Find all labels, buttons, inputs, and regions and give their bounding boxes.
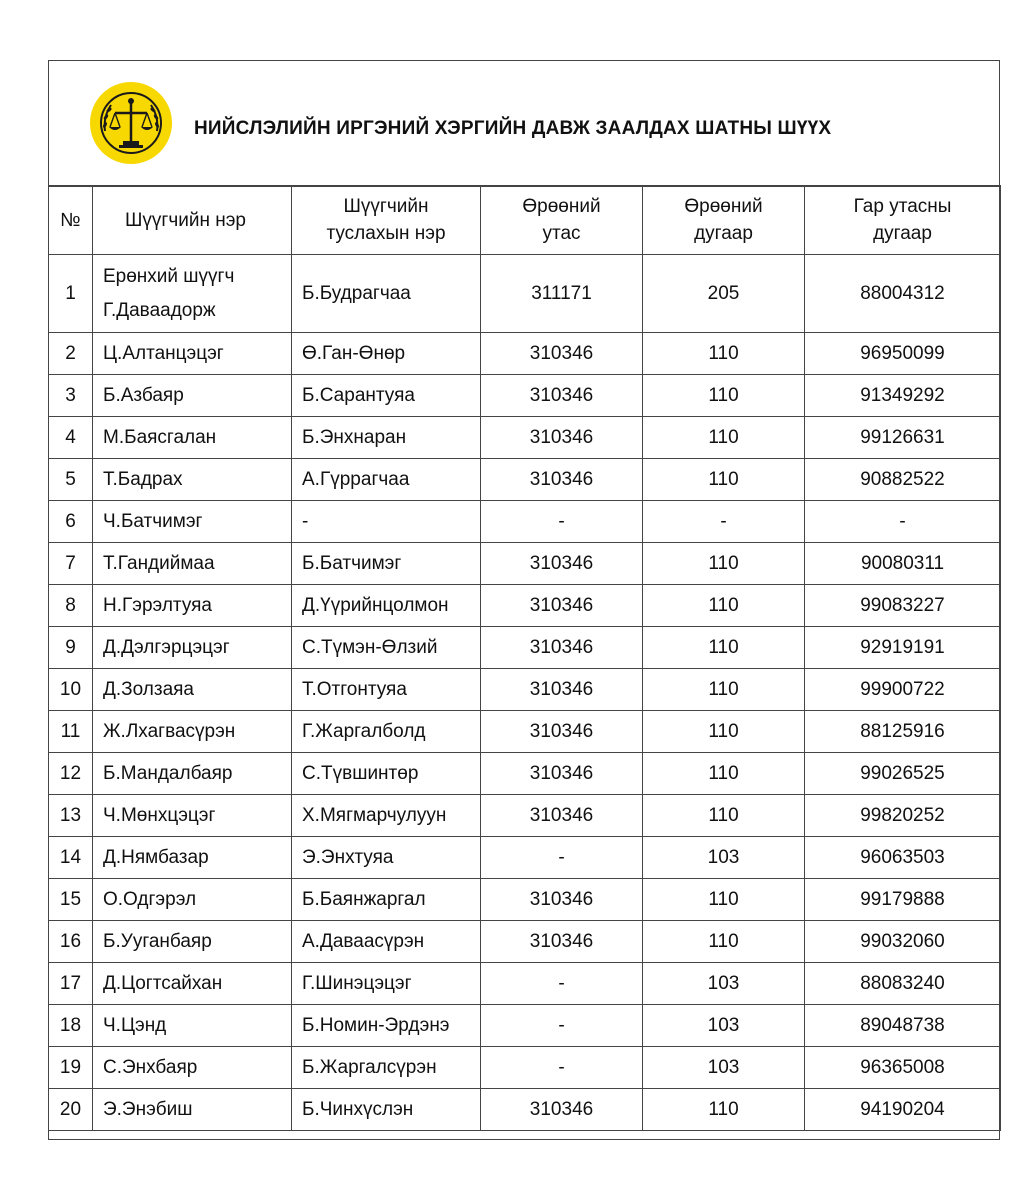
cell-assistant: Б.Баянжаргал: [292, 879, 481, 921]
cell-room-phone: -: [481, 501, 643, 543]
cell-no: 1: [49, 255, 93, 333]
column-header-room-phone: Өрөөний утас: [481, 186, 643, 255]
cell-room-phone: -: [481, 963, 643, 1005]
cell-room-phone: -: [481, 1047, 643, 1089]
table-row: [49, 333, 1001, 375]
cell-room-number: 205: [643, 255, 805, 333]
cell-room-number: 110: [643, 795, 805, 837]
table-row: [49, 585, 1001, 627]
cell-room-number: 110: [643, 375, 805, 417]
cell-room-phone: 310346: [481, 753, 643, 795]
table-row: [49, 375, 1001, 417]
cell-mobile: 94190204: [805, 1089, 1001, 1131]
cell-room-phone: 310346: [481, 1089, 643, 1131]
cell-judge: Ц.Алтанцэцэг: [93, 333, 292, 375]
cell-assistant: Б.Чинхүслэн: [292, 1089, 481, 1131]
cell-room-phone: 310346: [481, 669, 643, 711]
cell-room-number: 110: [643, 585, 805, 627]
cell-judge: Ж.Лхагвасүрэн: [93, 711, 292, 753]
cell-judge: Ч.Батчимэг: [93, 501, 292, 543]
cell-assistant: Д.Үүрийнцолмон: [292, 585, 481, 627]
cell-assistant: -: [292, 501, 481, 543]
table-row: [49, 753, 1001, 795]
cell-no: 17: [49, 963, 93, 1005]
cell-mobile: 91349292: [805, 375, 1001, 417]
cell-room-number: 110: [643, 627, 805, 669]
cell-judge: Б.Ууганбаяр: [93, 921, 292, 963]
table-row: [49, 1047, 1001, 1089]
table-row: [49, 459, 1001, 501]
cell-room-number: 110: [643, 921, 805, 963]
cell-room-phone: 310346: [481, 795, 643, 837]
cell-assistant: Г.Жаргалболд: [292, 711, 481, 753]
cell-room-number: -: [643, 501, 805, 543]
cell-room-phone: -: [481, 1005, 643, 1047]
cell-assistant: С.Түвшинтөр: [292, 753, 481, 795]
cell-judge: Т.Гандиймаа: [93, 543, 292, 585]
table-row: [49, 837, 1001, 879]
cell-no: 13: [49, 795, 93, 837]
cell-assistant: С.Түмэн-Өлзий: [292, 627, 481, 669]
table-row: [49, 255, 1001, 333]
cell-room-phone: 310346: [481, 543, 643, 585]
table-row: [49, 795, 1001, 837]
cell-assistant: Б.Энхнаран: [292, 417, 481, 459]
judges-contact-table: [48, 185, 1001, 1131]
cell-mobile: 99820252: [805, 795, 1001, 837]
cell-room-phone: -: [481, 837, 643, 879]
cell-judge: О.Одгэрэл: [93, 879, 292, 921]
cell-no: 15: [49, 879, 93, 921]
cell-room-number: 103: [643, 837, 805, 879]
cell-judge: Ерөнхий шүүгч Г.Даваадорж: [93, 255, 292, 333]
table-header-row: [49, 186, 1001, 255]
page-title: НИЙСЛЭЛИЙН ИРГЭНИЙ ХЭРГИЙН ДАВЖ ЗААЛДАХ ШАТНЫ ШҮҮХ: [194, 118, 832, 139]
cell-judge: Э.Энэбиш: [93, 1089, 292, 1131]
cell-room-number: 110: [643, 711, 805, 753]
cell-judge: Б.Азбаяр: [93, 375, 292, 417]
cell-judge: Д.Дэлгэрцэцэг: [93, 627, 292, 669]
cell-room-phone: 310346: [481, 585, 643, 627]
cell-assistant: Х.Мягмарчулуун: [292, 795, 481, 837]
cell-room-number: 110: [643, 543, 805, 585]
table-row: [49, 417, 1001, 459]
table-row: [49, 543, 1001, 585]
cell-mobile: 99900722: [805, 669, 1001, 711]
cell-room-number: 110: [643, 333, 805, 375]
cell-judge: С.Энхбаяр: [93, 1047, 292, 1089]
cell-room-phone: 310346: [481, 921, 643, 963]
cell-no: 19: [49, 1047, 93, 1089]
cell-no: 14: [49, 837, 93, 879]
cell-assistant: Г.Шинэцэцэг: [292, 963, 481, 1005]
column-header-assistant: Шүүгчийн туслахын нэр: [292, 186, 481, 255]
cell-judge: Ч.Мөнхцэцэг: [93, 795, 292, 837]
cell-mobile: 96365008: [805, 1047, 1001, 1089]
cell-room-phone: 310346: [481, 711, 643, 753]
cell-mobile: 99083227: [805, 585, 1001, 627]
cell-room-number: 103: [643, 1047, 805, 1089]
court-emblem-icon: [89, 81, 173, 165]
cell-judge: Н.Гэрэлтуяа: [93, 585, 292, 627]
cell-mobile: 99126631: [805, 417, 1001, 459]
cell-judge: Ч.Цэнд: [93, 1005, 292, 1047]
cell-assistant: А.Гүррагчаа: [292, 459, 481, 501]
column-header-judge: Шүүгчийн нэр: [93, 186, 292, 255]
cell-mobile: 90080311: [805, 543, 1001, 585]
document-frame: [48, 60, 1000, 1140]
cell-room-number: 110: [643, 1089, 805, 1131]
cell-mobile: 88125916: [805, 711, 1001, 753]
cell-no: 18: [49, 1005, 93, 1047]
table-row: [49, 711, 1001, 753]
cell-room-number: 110: [643, 669, 805, 711]
cell-mobile: 92919191: [805, 627, 1001, 669]
cell-room-number: 110: [643, 459, 805, 501]
table-row: [49, 1089, 1001, 1131]
cell-room-phone: 310346: [481, 459, 643, 501]
cell-no: 6: [49, 501, 93, 543]
cell-assistant: Б.Номин-Эрдэнэ: [292, 1005, 481, 1047]
cell-assistant: Б.Жаргалсүрэн: [292, 1047, 481, 1089]
table-row: [49, 921, 1001, 963]
table-row: [49, 501, 1001, 543]
document-header: [49, 61, 999, 187]
cell-judge: Д.Золзаяа: [93, 669, 292, 711]
cell-no: 4: [49, 417, 93, 459]
cell-assistant: Б.Батчимэг: [292, 543, 481, 585]
cell-mobile: 88004312: [805, 255, 1001, 333]
cell-room-phone: 310346: [481, 627, 643, 669]
cell-no: 10: [49, 669, 93, 711]
cell-judge: Д.Нямбазар: [93, 837, 292, 879]
cell-room-phone: 310346: [481, 879, 643, 921]
cell-no: 5: [49, 459, 93, 501]
cell-mobile: 88083240: [805, 963, 1001, 1005]
cell-no: 8: [49, 585, 93, 627]
cell-mobile: 99179888: [805, 879, 1001, 921]
cell-assistant: Ө.Ган-Өнөр: [292, 333, 481, 375]
cell-no: 9: [49, 627, 93, 669]
cell-no: 12: [49, 753, 93, 795]
cell-mobile: 96950099: [805, 333, 1001, 375]
cell-room-number: 103: [643, 1005, 805, 1047]
cell-room-number: 103: [643, 963, 805, 1005]
cell-room-phone: 311171: [481, 255, 643, 333]
cell-mobile: 90882522: [805, 459, 1001, 501]
cell-assistant: Б.Сарантуяа: [292, 375, 481, 417]
cell-room-phone: 310346: [481, 417, 643, 459]
cell-no: 2: [49, 333, 93, 375]
cell-assistant: Т.Отгонтуяа: [292, 669, 481, 711]
cell-no: 11: [49, 711, 93, 753]
cell-room-phone: 310346: [481, 375, 643, 417]
cell-assistant: Э.Энхтуяа: [292, 837, 481, 879]
cell-judge: Б.Мандалбаяр: [93, 753, 292, 795]
column-header-no: №: [49, 186, 93, 255]
cell-room-number: 110: [643, 753, 805, 795]
column-header-mobile: Гар утасны дугаар: [805, 186, 1001, 255]
cell-no: 7: [49, 543, 93, 585]
cell-mobile: -: [805, 501, 1001, 543]
cell-room-phone: 310346: [481, 333, 643, 375]
cell-mobile: 99026525: [805, 753, 1001, 795]
cell-room-number: 110: [643, 879, 805, 921]
table-row: [49, 963, 1001, 1005]
cell-judge: Т.Бадрах: [93, 459, 292, 501]
table-row: [49, 669, 1001, 711]
cell-no: 20: [49, 1089, 93, 1131]
cell-mobile: 99032060: [805, 921, 1001, 963]
table-row: [49, 1005, 1001, 1047]
table-row: [49, 627, 1001, 669]
cell-room-number: 110: [643, 417, 805, 459]
table-row: [49, 879, 1001, 921]
cell-mobile: 96063503: [805, 837, 1001, 879]
cell-assistant: Б.Будрагчаа: [292, 255, 481, 333]
cell-no: 3: [49, 375, 93, 417]
cell-no: 16: [49, 921, 93, 963]
cell-judge: Д.Цогтсайхан: [93, 963, 292, 1005]
cell-mobile: 89048738: [805, 1005, 1001, 1047]
column-header-room-number: Өрөөний дугаар: [643, 186, 805, 255]
cell-judge: М.Баясгалан: [93, 417, 292, 459]
cell-assistant: А.Даваасүрэн: [292, 921, 481, 963]
